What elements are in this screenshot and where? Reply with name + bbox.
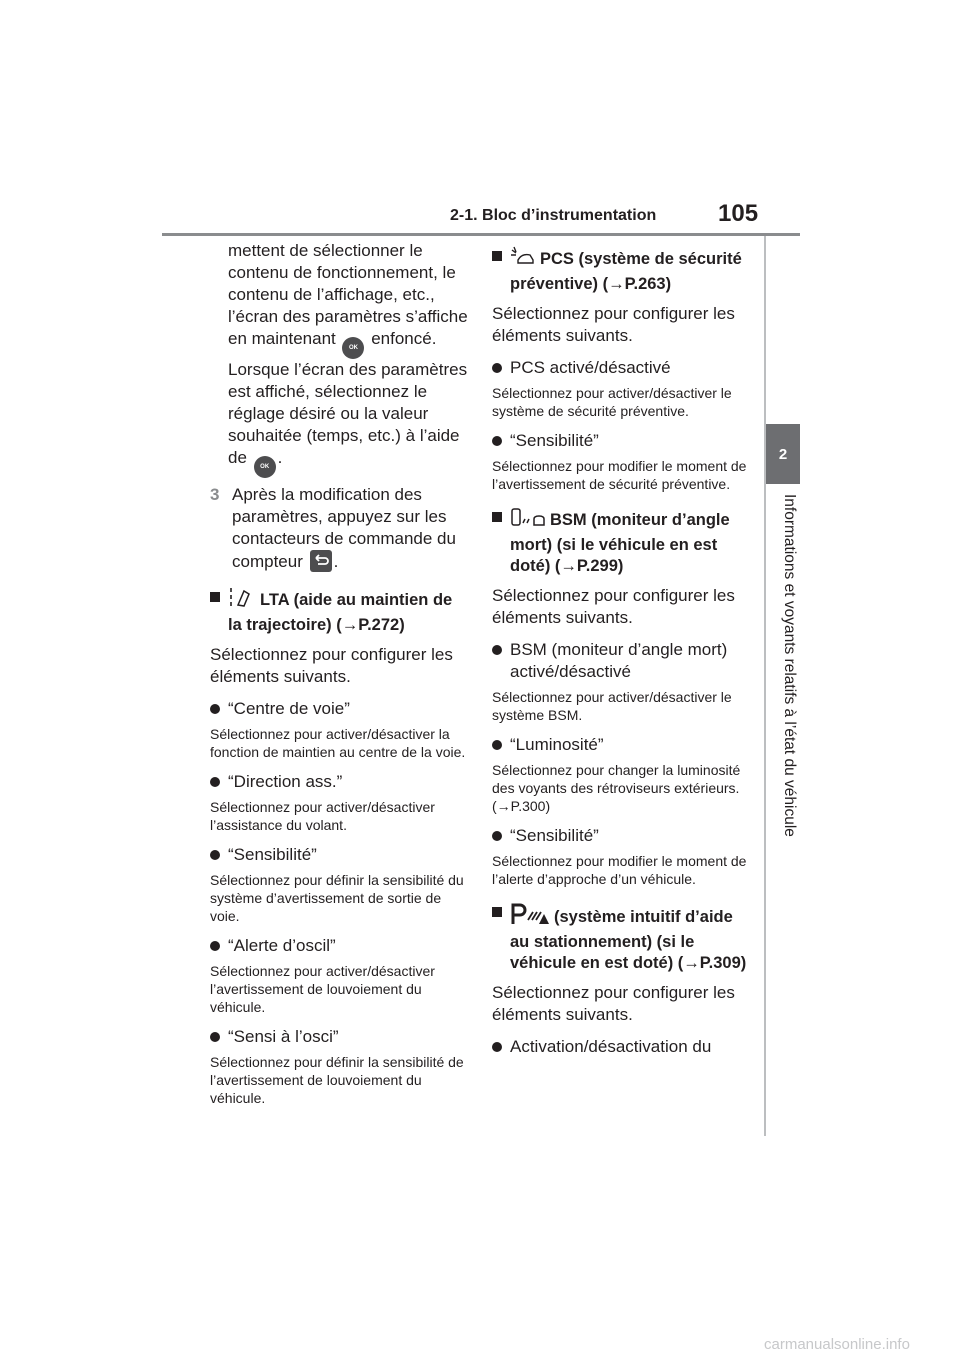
bsm-intro: Sélectionnez pour configurer les éléments suivants. (492, 586, 735, 627)
item-description: Sélectionnez pour activer/désactiver la fonction de maintien au centre de la voie. (210, 726, 466, 760)
item-label: “Sensibilité” (510, 431, 599, 450)
chapter-title: Informations et voyants relatifs à l’état du véhicule (781, 494, 798, 837)
bullet-icon (492, 740, 502, 750)
item-label: “Luminosité” (510, 735, 604, 754)
item-description: Sélectionnez pour activer/désactiver le système de sécurité préventive. (492, 385, 732, 419)
lta-heading-text: LTA (aide au maintien de la trajectoire) (→P.272) (228, 591, 453, 634)
left-column (210, 240, 468, 1107)
list-item (492, 430, 750, 452)
section-title: 2-1. Bloc d’instrumentation (450, 207, 657, 224)
ok-button-icon: OK (342, 337, 364, 359)
bsm-heading (492, 507, 750, 577)
continuation-text-1: mettent de sélectionner le contenu de fonctionnement, le contenu de l’affichage, etc., l’écran des paramètres s’affiche en maintenant (228, 241, 468, 348)
list-item (492, 1036, 750, 1058)
parking-assist-icon (510, 902, 550, 932)
step-end: . (333, 552, 339, 571)
item-label: PCS activé/désactivé (510, 358, 671, 377)
lane-trace-icon (228, 587, 256, 615)
item-description: Sélectionnez pour activer/désactiver l’avertissement de louvoiement du véhicule. (210, 963, 435, 1015)
list-item (210, 771, 468, 793)
list-item (210, 1026, 468, 1048)
square-bullet-icon (210, 592, 220, 602)
continuation-text-2: enfoncé. Lorsque l’écran des paramètres est affiché, sélectionnez le réglage désiré ou la valeur souhaitée (temps, etc.) à l’aide de (228, 329, 468, 467)
bsm-heading-text: BSM (moniteur d’angle mort) (si le véhicule en est doté) (→P.299) (510, 511, 730, 575)
pre-collision-icon (510, 246, 536, 274)
bullet-icon (492, 645, 502, 655)
bullet-icon (210, 941, 220, 951)
item-label: “Sensibilité” (510, 826, 599, 845)
item-description: Sélectionnez pour définir la sensibilité du système d’avertissement de sortie de voie. (210, 872, 464, 924)
item-label: “Alerte d’oscil” (228, 936, 336, 955)
list-item (492, 357, 750, 379)
item-description: Sélectionnez pour modifier le moment de l’alerte d’approche d’un véhicule. (492, 853, 747, 887)
item-label: “Sensibilité” (228, 845, 317, 864)
list-item (210, 698, 468, 720)
continuation-end: . (277, 448, 283, 467)
page-number: 105 (718, 200, 759, 227)
parking-heading-text: (système intuitif d’aide au stationnement) (si le véhicule en est doté) (→P.309) (510, 908, 747, 972)
item-description: Sélectionnez pour activer/désactiver le système BSM. (492, 689, 732, 723)
item-label: BSM (moniteur d’angle mort) activé/désactivé (510, 640, 728, 681)
blind-spot-icon (510, 507, 546, 535)
bullet-icon (210, 1032, 220, 1042)
step-number: 3 (210, 485, 220, 504)
list-item (210, 844, 468, 866)
pcs-heading-text: PCS (système de sécurité préventive) (→P.263) (510, 250, 742, 293)
bullet-icon (492, 831, 502, 841)
back-button-icon (310, 550, 332, 572)
list-item (210, 935, 468, 957)
lta-intro: Sélectionnez pour configurer les éléments suivants. (210, 645, 453, 686)
item-description: Sélectionnez pour changer la luminosité des voyants des rétroviseurs extérieurs. (→P.300) (492, 762, 741, 814)
ok-button-icon: OK (254, 456, 276, 478)
item-label: Activation/désactivation du (510, 1037, 712, 1056)
square-bullet-icon (492, 907, 502, 917)
item-label: “Sensi à l’osci” (228, 1027, 339, 1046)
item-description: Sélectionnez pour définir la sensibilité de l’avertissement de louvoiement du véhicule. (210, 1054, 464, 1106)
chapter-tab[interactable]: 2 (766, 424, 800, 484)
lta-heading (210, 587, 468, 636)
parking-intro: Sélectionnez pour configurer les éléments suivants. (492, 983, 735, 1024)
bullet-icon (210, 777, 220, 787)
square-bullet-icon (492, 512, 502, 522)
item-description: Sélectionnez pour modifier le moment de l’avertissement de sécurité préventive. (492, 458, 747, 492)
item-label: “Centre de voie” (228, 699, 350, 718)
continuation-text (210, 240, 468, 478)
item-description: Sélectionnez pour activer/désactiver l’assistance du volant. (210, 799, 435, 833)
parking-heading (492, 902, 750, 974)
square-bullet-icon (492, 251, 502, 261)
list-item (492, 734, 750, 756)
step-3 (210, 484, 468, 573)
step-text: Après la modification des paramètres, appuyez sur les contacteurs de commande du compteur (232, 485, 456, 571)
bullet-icon (492, 1042, 502, 1052)
side-divider (764, 236, 766, 1136)
bullet-icon (210, 850, 220, 860)
pcs-intro: Sélectionnez pour configurer les éléments suivants. (492, 304, 735, 345)
right-column (492, 240, 750, 1058)
list-item (492, 825, 750, 847)
item-label: “Direction ass.” (228, 772, 343, 791)
pcs-heading (492, 246, 750, 295)
header-rule (162, 233, 800, 236)
list-item (492, 639, 750, 683)
bullet-icon (492, 436, 502, 446)
bullet-icon (210, 704, 220, 714)
watermark: carmanualsonline.info (764, 1336, 910, 1353)
bullet-icon (492, 363, 502, 373)
